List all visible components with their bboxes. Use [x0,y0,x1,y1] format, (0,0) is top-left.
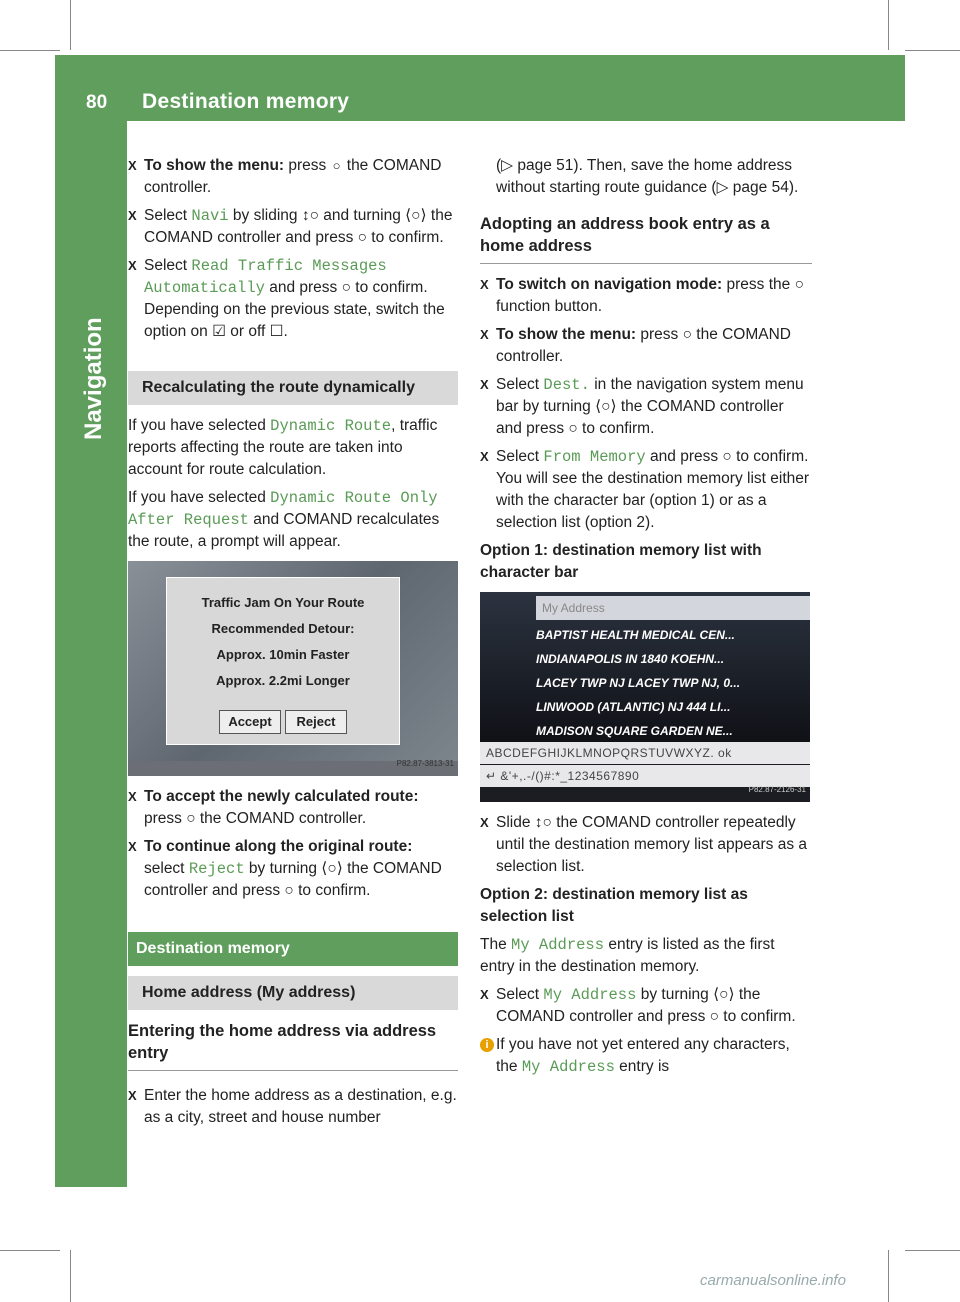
section-heading: Recalculating the route dynamically [128,371,458,405]
step-from-memory: X Select From Memory and press ○ to confirm. You will see the destination memory list either with the character bar (option 1) or as a selection list (option 2). [480,446,812,534]
list-item: MADISON SQUARE GARDEN NE... [536,724,733,738]
right-column [480,155,812,1084]
subheading: Entering the home address via address entry [128,1020,458,1071]
list-item: BAPTIST HEALTH MEDICAL CEN... [536,628,735,642]
section-heading: Destination memory [128,932,458,966]
step-select-navi: X Select Navi by sliding ↕○ and turning ⟨○⟩ the COMAND controller and press ○ to confirm. [128,205,458,249]
character-bar: ↵ &'+,.-/()#:*_1234567890 [480,765,810,787]
traffic-jam-screenshot [128,561,458,776]
option-heading: Option 2: destination memory list as selection list [480,886,748,925]
step-select-dest: X Select Dest. in the navigation system menu bar by turning ⟨○⟩ the COMAND controller and press ○ to confirm. [480,374,812,440]
paragraph: The My Address entry is listed as the first entry in the destination memory. [480,936,775,975]
step-enter-address: X Enter the home address as a destination, e.g. as a city, street and house number [128,1085,458,1129]
info-note: i If you have not yet entered any characters, the My Address entry is [480,1034,812,1078]
subheading: Adopting an address book entry as a home address [480,213,812,264]
step-slide: X Slide ↕○ the COMAND controller repeatedly until the destination memory list appears as a selection list. [480,812,812,878]
image-caption: P82.87-3813-31 [396,759,454,768]
crop-mark [905,50,960,51]
list-item: INDIANAPOLIS IN 1840 KOEHN... [536,652,725,666]
image-caption: P82.87-2126-31 [748,785,806,794]
step-show-menu: X To show the menu: press ○ the COMAND controller. [480,324,812,368]
memory-list-screenshot [480,592,810,802]
crop-mark [70,0,71,50]
list-item: LACEY TWP NJ LACEY TWP NJ, 0... [536,676,741,690]
step-reject-route: X To continue along the original route: select Reject by turning ⟨○⟩ the COMAND controller and press ○ to confirm. [128,836,458,902]
page-title: Destination memory [142,90,350,113]
info-icon: i [480,1038,494,1052]
step-select-my-address: X Select My Address by turning ⟨○⟩ the COMAND controller and press ○ to confirm. [480,984,812,1028]
step-read-traffic: X Select Read Traffic Messages Automatically and press ○ to confirm. Depending on the previous state, switch the option on ☑ or off ☐. [128,255,458,343]
section-heading: Home address (My address) [128,976,458,1010]
side-tab [55,121,127,1187]
list-top-entry: My Address [536,596,810,620]
crop-mark [0,50,60,51]
step-accept-route: X To accept the newly calculated route: press ○ the COMAND controller. [128,786,458,830]
reject-button: Reject [285,710,347,734]
step-show-menu: X To show the menu: press ○ the COMAND controller. [128,155,458,199]
step-nav-mode: X To switch on navigation mode: press the ○ function button. [480,274,812,318]
crop-mark [888,0,889,50]
left-column [128,155,458,1135]
crop-mark [888,1250,889,1302]
paragraph: If you have selected Dynamic Route Only After Request and COMAND recalculates the route, a prompt will appear. [128,489,440,550]
side-label: Navigation [80,317,107,440]
detour-dialog: Traffic Jam On Your Route Recommended Detour: Approx. 10min Faster Approx. 2.2mi Longer Accept Reject [166,577,400,745]
crop-mark [0,1250,60,1251]
crop-mark [70,1250,71,1302]
character-bar: ABCDEFGHIJKLMNOPQRSTUVWXYZ. ok [480,742,810,764]
watermark: carmanualsonline.info [700,1272,846,1289]
accept-button: Accept [219,710,281,734]
crop-mark [905,1250,960,1251]
paragraph: (▷ page 51). Then, save the home address without starting route guidance (▷ page 54). [496,157,799,196]
controller-press-icon: ○ [332,158,341,173]
option-heading: Option 1: destination memory list with character bar [480,542,762,581]
paragraph: If you have selected Dynamic Route, traffic reports affecting the route are taken into account for route calculation. [128,417,438,478]
list-item: LINWOOD (ATLANTIC) NJ 444 LI... [536,700,731,714]
page-number: 80 [86,92,108,113]
